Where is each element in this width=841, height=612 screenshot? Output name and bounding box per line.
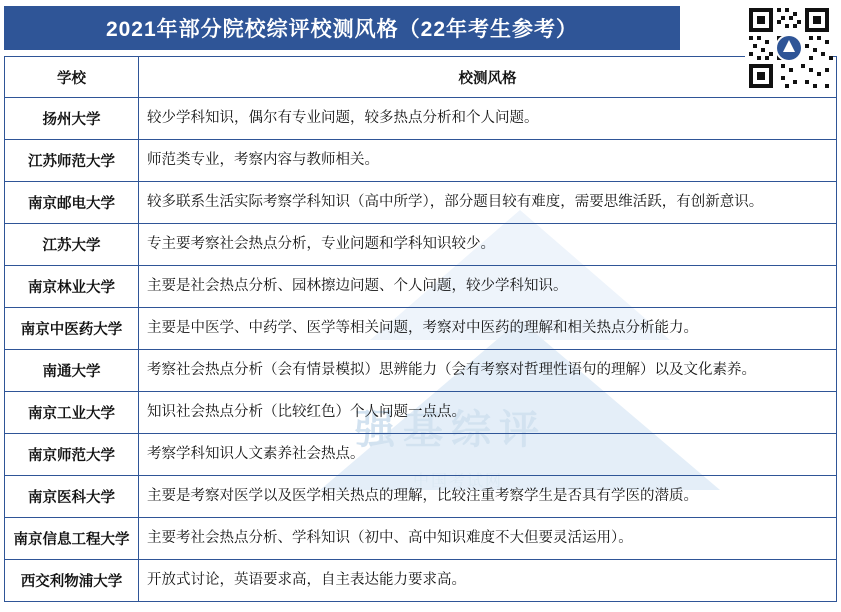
column-header-school: 学校 — [5, 57, 139, 98]
cell-style: 开放式讨论，英语要求高，自主表达能力要求高。 — [139, 560, 837, 602]
cell-style: 考察学科知识人文素养社会热点。 — [139, 434, 837, 476]
header — [0, 0, 841, 56]
page-title: 2021年部分院校综评校测风格（22年考生参考） — [4, 6, 680, 50]
table-row — [5, 308, 837, 350]
cell-style: 专主要考察社会热点分析，专业问题和学科知识较少。 — [139, 224, 837, 266]
table-row — [5, 392, 837, 434]
cell-school: 西交利物浦大学 — [5, 560, 139, 602]
cell-school: 南京邮电大学 — [5, 182, 139, 224]
table-row — [5, 350, 837, 392]
column-header-style: 校测风格 — [139, 57, 837, 98]
table-row — [5, 476, 837, 518]
table-row — [5, 434, 837, 476]
cell-style: 知识社会热点分析（比较红色）个人问题一点点。 — [139, 392, 837, 434]
cell-style: 主要考社会热点分析、学科知识（初中、高中知识难度不大但要灵活运用）。 — [139, 518, 837, 560]
cell-school: 扬州大学 — [5, 98, 139, 140]
cell-style: 考察社会热点分析（会有情景模拟）思辨能力（会有考察对哲理性语句的理解）以及文化素养。 — [139, 350, 837, 392]
table-row — [5, 560, 837, 602]
cell-school: 江苏大学 — [5, 224, 139, 266]
watermark-main-text: 强基综评 — [355, 408, 547, 452]
cell-style: 较多联系生活实际考察学科知识（高中所学），部分题目较有难度，需要思维活跃，有创新意识。 — [139, 182, 837, 224]
cell-school: 南京信息工程大学 — [5, 518, 139, 560]
table-row — [5, 266, 837, 308]
cell-style: 主要是社会热点分析、园林擦边问题、个人问题，较少学科知识。 — [139, 266, 837, 308]
cell-style: 师范类专业，考察内容与教师相关。 — [139, 140, 837, 182]
cell-school: 南京中医药大学 — [5, 308, 139, 350]
table-row — [5, 140, 837, 182]
table-row — [5, 224, 837, 266]
watermark-sub-text: 中国考试网 — [413, 473, 504, 490]
school-style-table — [4, 56, 837, 602]
table-body — [5, 98, 837, 602]
cell-school: 江苏师范大学 — [5, 140, 139, 182]
cell-school: 南京工业大学 — [5, 392, 139, 434]
table-header-row — [5, 57, 837, 98]
cell-school: 南通大学 — [5, 350, 139, 392]
qr-code-svg — [745, 4, 833, 92]
qr-code-icon — [745, 4, 833, 92]
cell-style: 主要是中医学、中药学、医学等相关问题，考察对中医药的理解和相关热点分析能力。 — [139, 308, 837, 350]
cell-school: 南京林业大学 — [5, 266, 139, 308]
cell-style: 较少学科知识，偶尔有专业问题，较多热点分析和个人问题。 — [139, 98, 837, 140]
table-row — [5, 182, 837, 224]
cell-school: 南京师范大学 — [5, 434, 139, 476]
cell-style: 主要是考察对医学以及医学相关热点的理解，比较注重考察学生是否具有学医的潜质。 — [139, 476, 837, 518]
cell-school: 南京医科大学 — [5, 476, 139, 518]
table-row — [5, 98, 837, 140]
table-row — [5, 518, 837, 560]
